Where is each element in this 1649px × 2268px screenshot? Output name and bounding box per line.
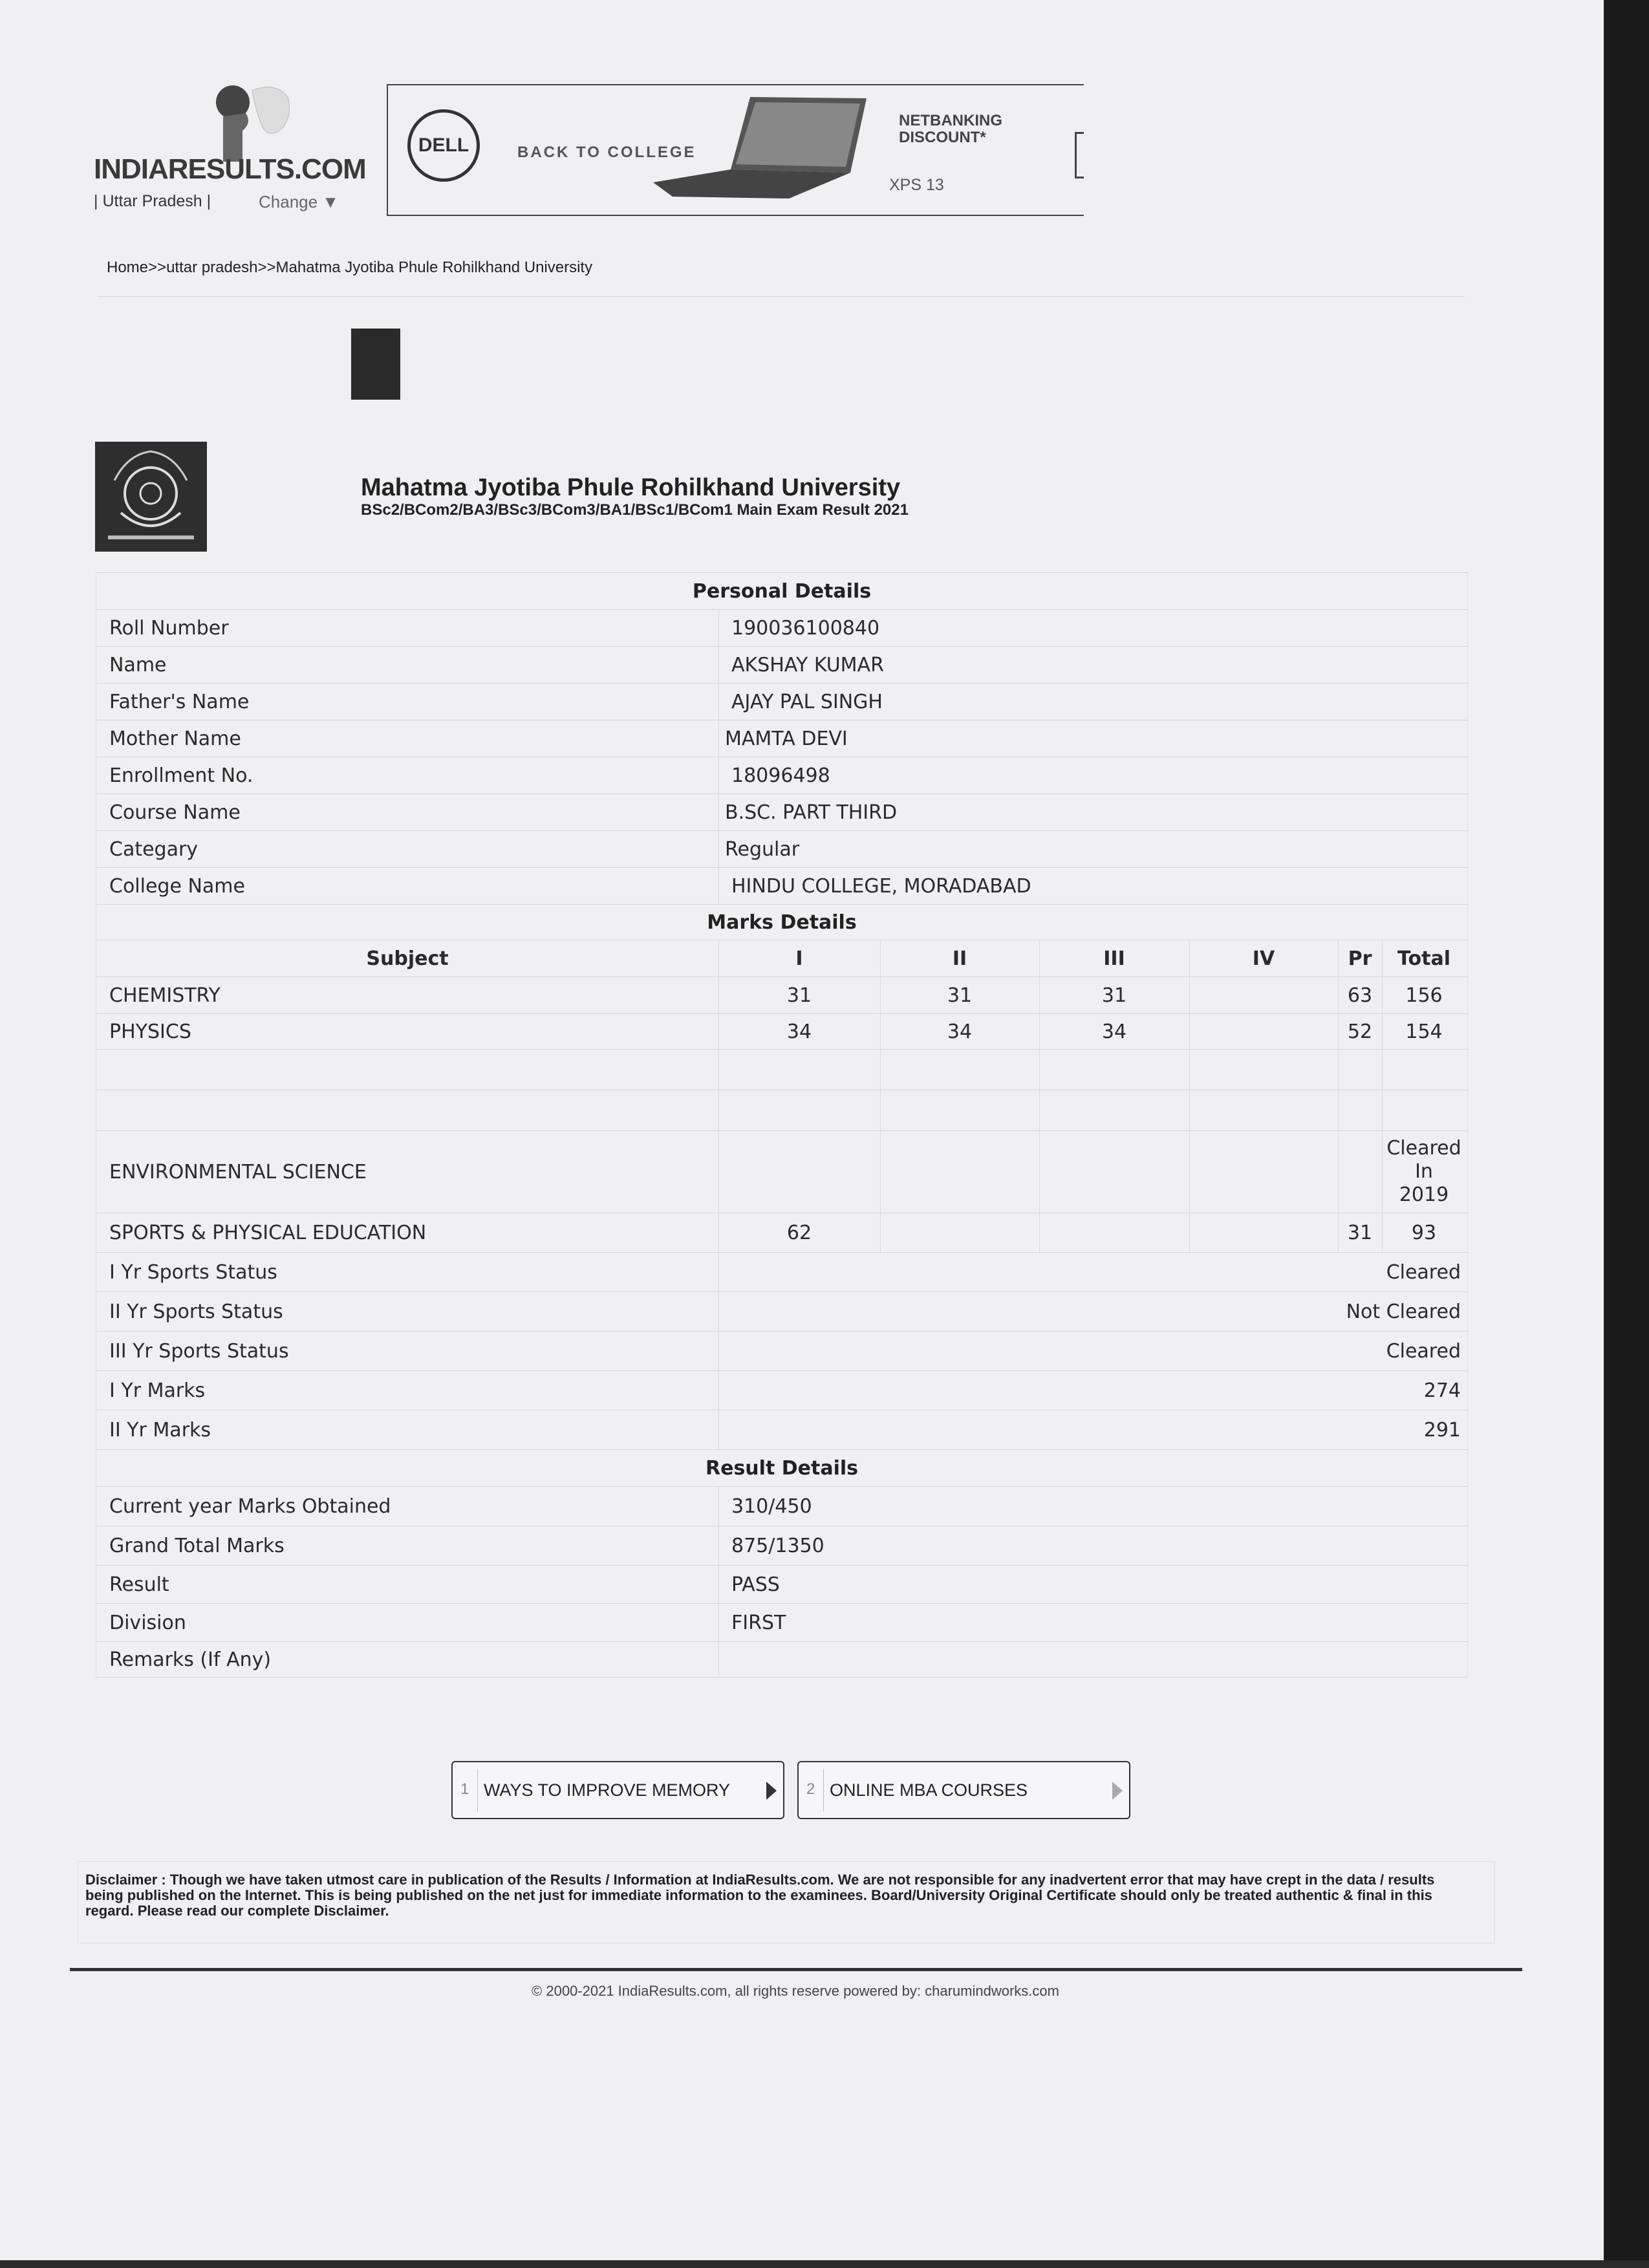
button-number: 1: [460, 1780, 469, 1798]
mark-iii: 31: [1101, 984, 1127, 1007]
site-logo-text: INDIARESULTS.COM: [94, 153, 366, 185]
disclaimer-text: Disclaimer : Though we have taken utmost care in publication of the Results / Information at IndiaResults.com. We are not responsible for any inadvertent error that may have crept in the data / results being published on the Internet. This is being published on the net just for immediate information to the examinees. Board/University Original Certificate should only be treated authentic & final in this regard. Please read our complete: [85, 1872, 1435, 1919]
ad-offer-line1: NETBANKING: [899, 112, 1002, 129]
ad-tagline: BACK TO COLLEGE: [517, 144, 696, 161]
row-label: Enrollment No.: [109, 764, 253, 787]
row-label: Remarks (If Any): [109, 1648, 272, 1671]
status-row: [96, 1332, 1467, 1371]
mother-name: MAMTA DEVI: [725, 727, 848, 750]
env-status: [1382, 1131, 1466, 1213]
env-status-line: In: [1415, 1160, 1433, 1183]
status-row: [96, 1410, 1467, 1450]
result-details-heading: Result Details: [96, 1450, 1467, 1487]
row-value: Cleared: [1386, 1260, 1461, 1284]
divider: [97, 296, 1465, 297]
roll-number: 190036100840: [731, 616, 880, 640]
subject-row: [96, 1213, 1467, 1253]
table-row: [96, 757, 1467, 794]
row-label: Current year Marks Obtained: [109, 1495, 391, 1518]
thumbnail-image: [351, 329, 400, 400]
father-name: AJAY PAL SINGH: [731, 690, 883, 713]
dell-ad-banner[interactable]: [387, 84, 1084, 216]
table-row: [96, 1526, 1467, 1566]
mark-total: 93: [1411, 1221, 1437, 1244]
mark-pr: 63: [1347, 984, 1373, 1007]
status-row: [96, 1371, 1467, 1410]
row-value: Cleared: [1386, 1339, 1461, 1363]
mark-pr: 52: [1347, 1020, 1373, 1043]
col-iv: IV: [1252, 947, 1275, 970]
dell-logo: DELL: [407, 109, 480, 182]
division: FIRST: [731, 1611, 786, 1634]
row-label: II Yr Sports Status: [109, 1300, 283, 1323]
table-row: [96, 868, 1467, 905]
env-status-line: 2019: [1399, 1183, 1449, 1206]
arrow-right-icon: [766, 1782, 777, 1800]
exam-name: BSc2/BCom2/BA3/BSc3/BCom3/BA1/BSc1/BCom1 Main Exam Result 2021: [361, 501, 909, 519]
col-pr: Pr: [1348, 947, 1372, 970]
subject-name: PHYSICS: [109, 1020, 191, 1043]
table-row: [96, 610, 1467, 647]
row-label: Result: [109, 1573, 169, 1596]
table-row: [96, 1487, 1467, 1526]
scan-bottom-edge: [0, 2260, 1649, 2268]
status-row: [96, 1253, 1467, 1292]
button-number: 2: [806, 1780, 815, 1798]
breadcrumb-home[interactable]: Home: [107, 259, 149, 276]
table-row: [96, 1642, 1467, 1678]
subject-row: [96, 1131, 1467, 1213]
breadcrumb-sep: >>: [257, 259, 276, 276]
marks-details-heading: Marks Details: [96, 905, 1467, 940]
col-i: I: [795, 947, 803, 970]
button-label: WAYS TO IMPROVE MEMORY: [484, 1780, 731, 1800]
row-value: 274: [1423, 1379, 1461, 1402]
disclaimer: [85, 1872, 1476, 1919]
footer-divider: [70, 1968, 1522, 1971]
table-row: [96, 831, 1467, 868]
college-name: HINDU COLLEGE, MORADABAD: [731, 874, 1031, 898]
row-label: I Yr Marks: [109, 1379, 206, 1402]
row-label: Father's Name: [109, 690, 250, 713]
env-status-line: Cleared: [1386, 1137, 1461, 1160]
row-label: Division: [109, 1611, 186, 1634]
mark-total: 156: [1405, 984, 1443, 1007]
footer-copyright: © 2000-2021 IndiaResults.com, all rights reserve powered by: charumindworks.com: [532, 1983, 1059, 1999]
university-emblem-icon: [95, 442, 207, 552]
empty-row: [96, 1050, 1467, 1090]
scan-edge: [1604, 0, 1649, 2268]
ways-to-improve-memory-button[interactable]: [451, 1761, 784, 1819]
mark-i: 34: [786, 1020, 812, 1043]
ad-model: XPS 13: [889, 176, 944, 194]
subject-name: SPORTS & PHYSICAL EDUCATION: [109, 1221, 427, 1244]
laptop-icon: [653, 92, 873, 202]
mark-ii: 31: [947, 984, 973, 1007]
mark-ii: 34: [947, 1020, 973, 1043]
table-row: [96, 647, 1467, 684]
row-label: Name: [109, 653, 167, 676]
col-subject: Subject: [366, 947, 449, 970]
result-status: PASS: [731, 1573, 780, 1596]
mark-iii: 34: [1101, 1020, 1127, 1043]
current-year-marks: 310/450: [731, 1495, 812, 1518]
row-label: Course Name: [109, 801, 241, 824]
row-value: Not Cleared: [1346, 1300, 1461, 1323]
enrollment-number: 18096498: [731, 764, 830, 787]
mark-total: 154: [1405, 1020, 1443, 1043]
table-row: [96, 1604, 1467, 1642]
ad-bracket: [1075, 132, 1084, 178]
table-row: [96, 684, 1467, 720]
button-label: ONLINE MBA COURSES: [830, 1780, 1028, 1800]
site-logo[interactable]: [94, 74, 366, 217]
subject-name: CHEMISTRY: [109, 984, 221, 1007]
site-logo-mark-icon: [191, 78, 294, 162]
mark-i: 62: [786, 1221, 812, 1244]
mark-iv: [1189, 1014, 1338, 1049]
arrow-right-icon: [1112, 1782, 1123, 1800]
subject-name: ENVIRONMENTAL SCIENCE: [109, 1160, 367, 1183]
table-row: [96, 720, 1467, 757]
student-name: AKSHAY KUMAR: [731, 653, 884, 676]
table-row: [96, 794, 1467, 831]
disclaimer-link[interactable]: Disclaimer.: [314, 1903, 389, 1919]
category: Regular: [725, 837, 800, 861]
table-row: [96, 1566, 1467, 1604]
mark-iv: [1189, 977, 1338, 1013]
course-name: B.SC. PART THIRD: [725, 801, 898, 824]
online-mba-courses-button[interactable]: [797, 1761, 1130, 1819]
breadcrumb-sep: >>: [148, 259, 167, 276]
status-row: [96, 1292, 1467, 1332]
breadcrumb-university[interactable]: Mahatma Jyotiba Phule Rohilkhand University: [275, 259, 593, 276]
grand-total-marks: 875/1350: [731, 1534, 824, 1557]
empty-row: [96, 1090, 1467, 1131]
ad-offer: [899, 113, 1002, 146]
col-iii: III: [1103, 947, 1125, 970]
selected-state: | Uttar Pradesh |: [94, 192, 211, 210]
row-label: III Yr Sports Status: [109, 1339, 289, 1363]
row-value: 291: [1423, 1418, 1461, 1442]
col-total: Total: [1397, 947, 1450, 970]
change-state-link[interactable]: Change ▼: [259, 192, 339, 211]
row-label: I Yr Sports Status: [109, 1260, 277, 1284]
results-table: [96, 572, 1468, 1678]
row-label: Roll Number: [109, 616, 229, 640]
personal-details-heading: Personal Details: [96, 573, 1467, 610]
mark-pr: 31: [1347, 1221, 1373, 1244]
row-label: II Yr Marks: [109, 1418, 211, 1442]
row-label: Grand Total Marks: [109, 1534, 285, 1557]
subject-row: [96, 977, 1467, 1014]
subject-row: [96, 1014, 1467, 1050]
col-ii: II: [952, 947, 967, 970]
marks-header-row: [96, 940, 1467, 977]
row-label: Categary: [109, 837, 199, 861]
university-name: Mahatma Jyotiba Phule Rohilkhand University: [361, 474, 901, 501]
ad-offer-line2: DISCOUNT*: [899, 129, 986, 146]
breadcrumb: [107, 259, 592, 277]
row-label: College Name: [109, 874, 245, 898]
row-label: Mother Name: [109, 727, 241, 750]
breadcrumb-state[interactable]: uttar pradesh: [166, 259, 258, 276]
mark-i: 31: [786, 984, 812, 1007]
